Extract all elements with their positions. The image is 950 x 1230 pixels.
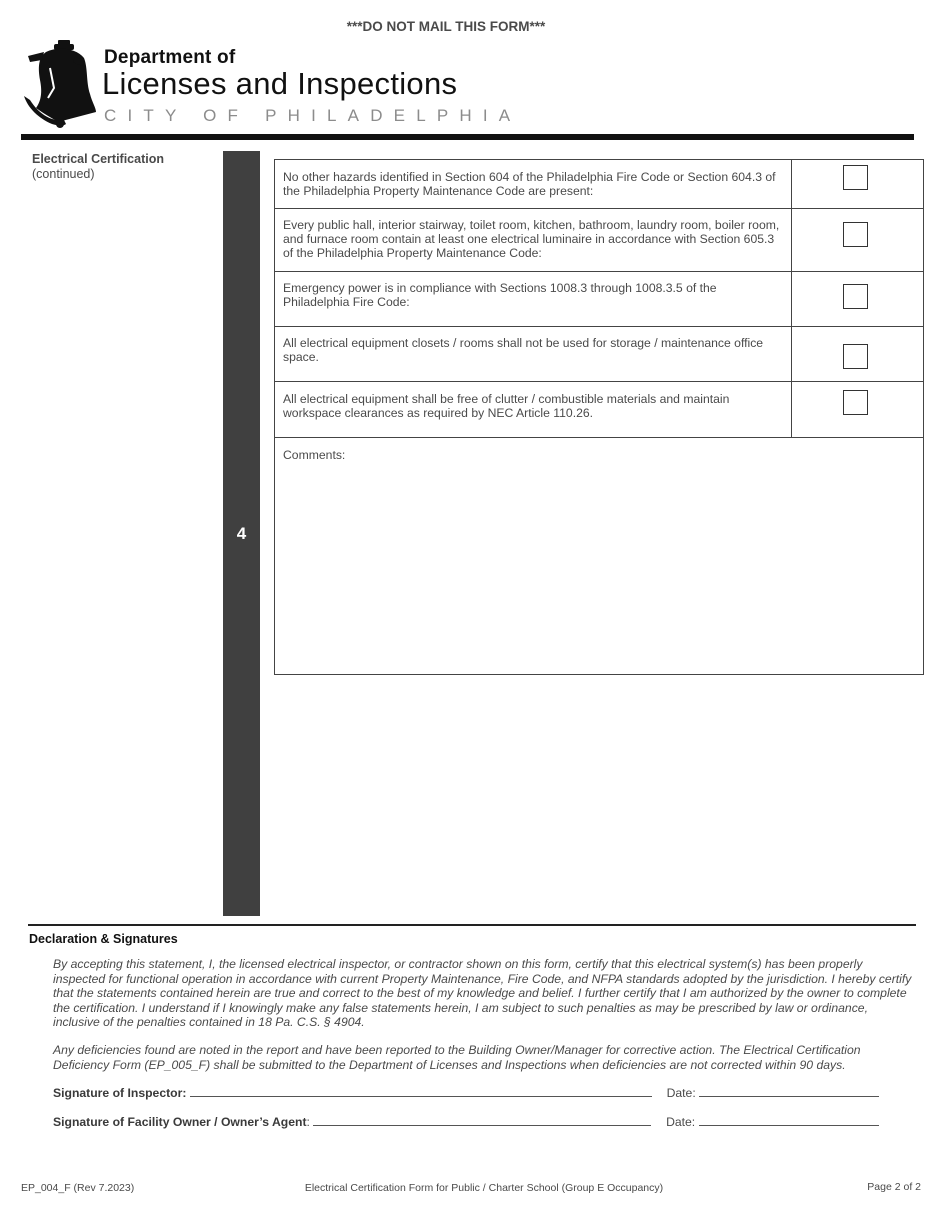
checklist-checkbox[interactable] — [843, 165, 868, 190]
city-name: CITY OF PHILADELPHIA — [104, 106, 522, 125]
column-divider — [791, 326, 792, 381]
checklist-item-text: All electrical equipment shall be free of clutter / combustible materials and maintain workspace clearances as required by NEC Article 110.26. — [283, 392, 730, 420]
owner-signature-colon: : — [306, 1115, 310, 1129]
declaration-paragraph-2: Any deficiencies found are noted in the report and have been reported to the Building Owner/Manager for corrective action. The Electrical Certification Deficiency Form (EP_005_F) shall be submitted to the Department of Licenses and Inspections when deficiencies are not corrected within 90 days. — [53, 1043, 861, 1072]
checklist-item-text: Emergency power is in compliance with Sections 1008.3 through 1008.3.5 of the Philadelphia Fire Code: — [283, 281, 717, 309]
owner-date-field[interactable] — [699, 1114, 879, 1126]
comments-label: Comments: — [283, 448, 346, 462]
column-divider — [791, 160, 792, 208]
form-title: Electrical Certification Form for Public / Charter School (Group E Occupancy) — [304, 1182, 664, 1194]
inspector-signature-row — [53, 1085, 879, 1100]
inspector-date-label: Date: — [666, 1086, 696, 1100]
column-divider — [791, 208, 792, 271]
checklist-checkbox[interactable] — [843, 344, 868, 369]
owner-signature-field[interactable] — [313, 1114, 651, 1126]
department-name: Licenses and Inspections — [102, 66, 458, 101]
page-number: Page 2 of 2 — [867, 1181, 921, 1193]
checklist-checkbox[interactable] — [843, 222, 868, 247]
owner-signature-label: Signature of Facility Owner / Owner’s Agent — [53, 1115, 307, 1129]
checklist-row — [275, 160, 923, 209]
header-rule — [21, 134, 914, 140]
section-title: Electrical Certification — [32, 152, 164, 166]
owner-signature-row — [53, 1114, 879, 1129]
checklist-item-text: No other hazards identified in Section 604 of the Philadelphia Fire Code or Section 604.3 of the Philadelphia Property Maintenance Code are present: — [283, 170, 776, 198]
checklist-table — [274, 159, 924, 675]
inspector-date-field[interactable] — [699, 1085, 879, 1097]
checklist-item-text: All electrical equipment closets / rooms shall not be used for storage / maintenance office space. — [283, 336, 764, 364]
liberty-bell-icon — [18, 38, 98, 130]
section-subtitle: (continued) — [32, 167, 95, 181]
declaration-title: Declaration & Signatures — [29, 932, 178, 946]
declaration-paragraph-1: By accepting this statement, I, the licensed electrical inspector, or contractor shown on this form, certify that this electrical system(s) has been properly inspected for functional operation in accordance with current Property Maintenance, Fire Code, and NFPA standards adopted by the jurisdiction. I hereby certify that the statements contained herein are true and correct to the best of my knowledge and belief. I further certify that I am authorized by the owner to complete the certification. I understand if I knowingly make any false statements herein, I am subject to such penalties as may be prescribed by law or ordinance, inclusive of the penalties contained in 18 Pa. C.S. § 4904. — [53, 957, 912, 1029]
checklist-checkbox[interactable] — [843, 390, 868, 415]
checklist-row — [275, 326, 923, 382]
inspector-signature-label: Signature of Inspector: — [53, 1086, 187, 1100]
column-divider — [791, 271, 792, 326]
form-id: EP_004_F (Rev 7.2023) — [21, 1182, 135, 1194]
dept-of-text: Department of — [104, 47, 236, 68]
checklist-row — [275, 271, 923, 327]
inspector-signature-field[interactable] — [190, 1085, 652, 1097]
checklist-checkbox[interactable] — [843, 284, 868, 309]
checklist-row — [275, 208, 923, 272]
checklist-item-text: Every public hall, interior stairway, toilet room, kitchen, bathroom, laundry room, boiler room, and furnace room contain at least one electrical luminaire in accordance with Section 605.3 of the Philadelphia Property Maintenance Code: — [283, 218, 780, 260]
do-not-mail-notice: ***DO NOT MAIL THIS FORM*** — [346, 19, 546, 34]
owner-date-label: Date: — [666, 1115, 696, 1129]
column-divider — [791, 381, 792, 437]
comments-field[interactable] — [283, 466, 913, 666]
section-number: 4 — [236, 524, 247, 543]
checklist-row — [275, 381, 923, 438]
declaration-rule — [28, 924, 916, 926]
